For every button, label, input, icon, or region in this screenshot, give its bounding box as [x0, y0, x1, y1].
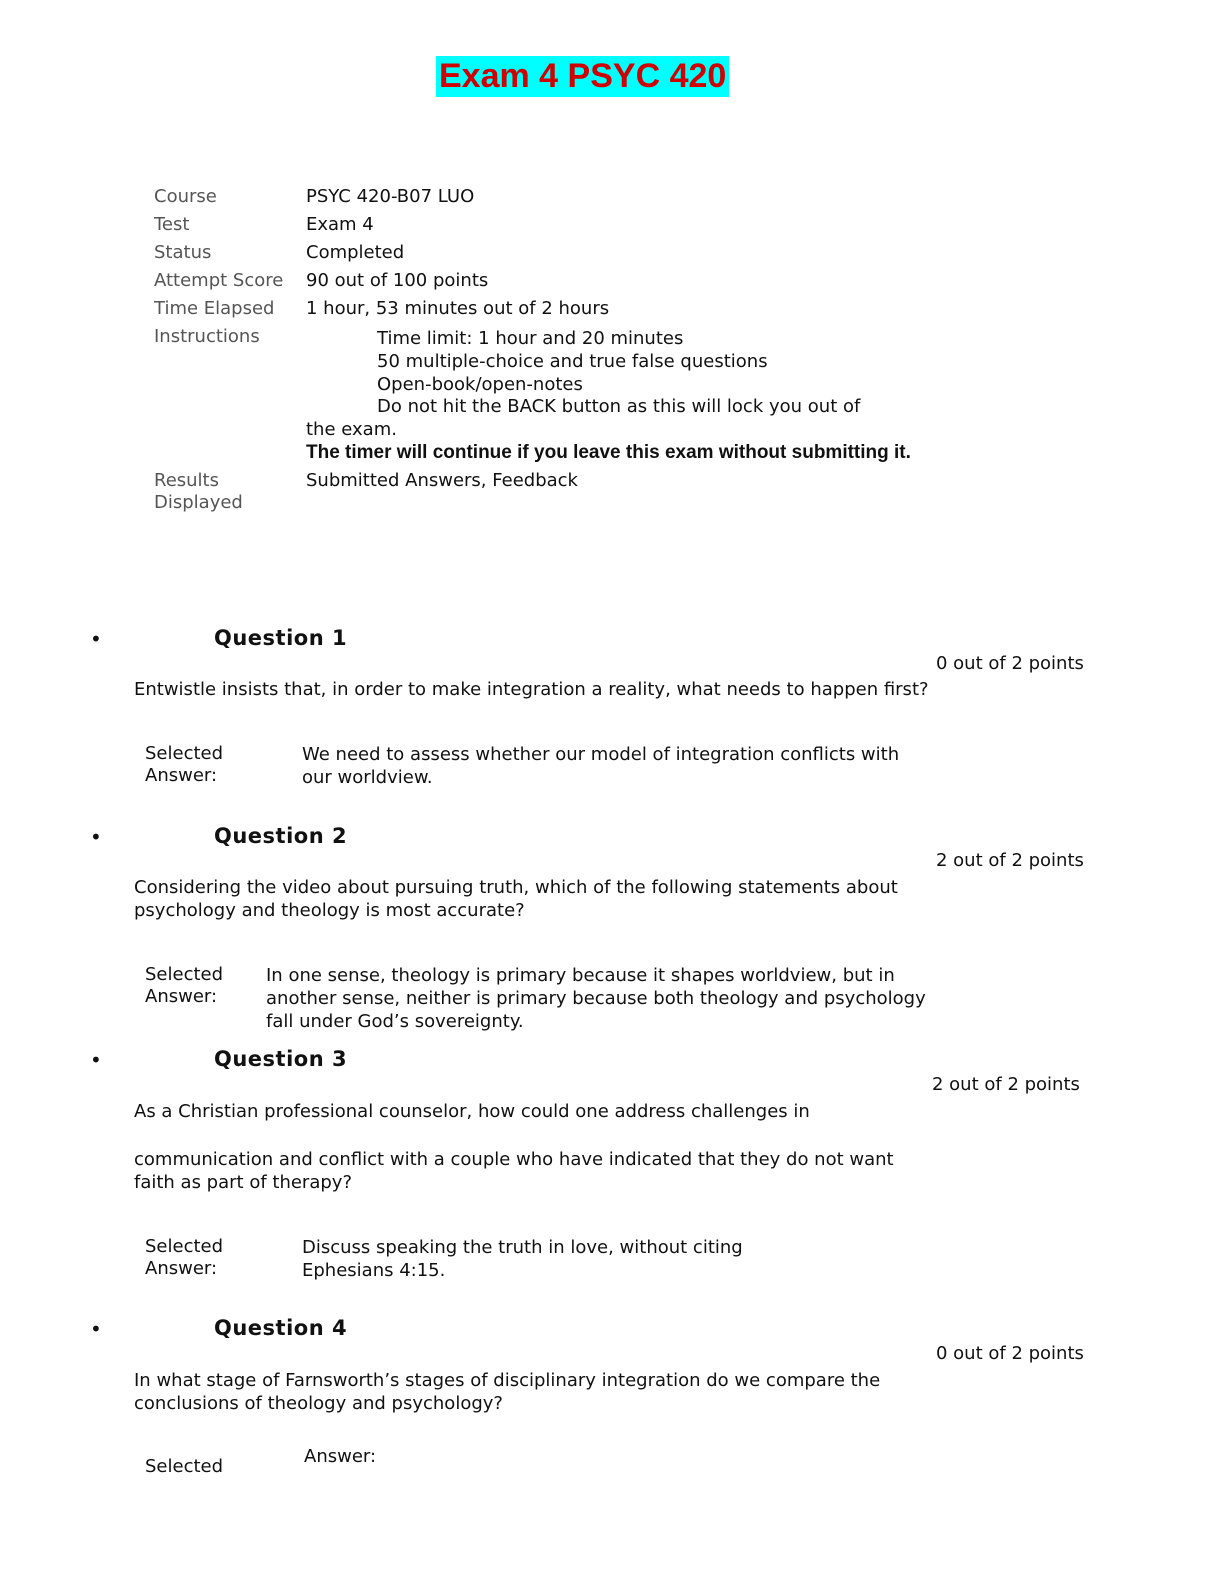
selected-answer: another sense, neither is primary because both theology and psychology — [266, 988, 926, 1009]
instruction-line: Open-book/open-notes — [377, 374, 583, 395]
selected-answer: Ephesians 4:15. — [302, 1260, 446, 1281]
question-points: 2 out of 2 points — [932, 1074, 1080, 1095]
question-points: 0 out of 2 points — [936, 653, 1084, 674]
status-label: Status — [154, 242, 212, 263]
course-value: PSYC 420-B07 LUO — [306, 186, 475, 207]
results-value: Submitted Answers, Feedback — [306, 470, 578, 491]
test-value: Exam 4 — [306, 214, 374, 235]
instruction-line: Do not hit the BACK button as this will lock you out of — [377, 396, 861, 417]
selected-label: Selected — [145, 964, 224, 985]
selected-answer: In one sense, theology is primary because it shapes worldview, but in — [266, 965, 895, 986]
selected-label: Selected — [145, 1236, 224, 1257]
selected-answer: our worldview. — [302, 767, 433, 788]
question-points: 0 out of 2 points — [936, 1343, 1084, 1364]
question-text: As a Christian professional counselor, how could one address challenges in — [134, 1101, 810, 1122]
selected-label: Selected — [145, 1456, 224, 1477]
question-title: Question 4 — [214, 1316, 348, 1340]
instruction-line: 50 multiple-choice and true false questions — [377, 351, 768, 372]
bullet: • — [90, 825, 102, 849]
instruction-line: Time limit: 1 hour and 20 minutes — [377, 328, 684, 349]
bullet: • — [90, 1048, 102, 1072]
results-label: Results — [154, 470, 219, 491]
status-value: Completed — [306, 242, 405, 263]
time-elapsed-label: Time Elapsed — [154, 298, 275, 319]
question-text: In what stage of Farnsworth’s stages of disciplinary integration do we compare the — [134, 1370, 881, 1391]
score-value: 90 out of 100 points — [306, 270, 489, 291]
selected-answer: Discuss speaking the truth in love, without citing — [302, 1237, 743, 1258]
answer-label: Answer: — [304, 1446, 377, 1467]
instructions-label: Instructions — [154, 326, 260, 347]
answer-label: Answer: — [145, 986, 218, 1007]
question-text: faith as part of therapy? — [134, 1172, 352, 1193]
question-text: conclusions of theology and psychology? — [134, 1393, 503, 1414]
answer-label: Answer: — [145, 1258, 218, 1279]
selected-label: Selected — [145, 743, 224, 764]
question-text: Considering the video about pursuing truth, which of the following statements about — [134, 877, 898, 898]
test-label: Test — [154, 214, 190, 235]
bullet: • — [90, 627, 102, 651]
score-label: Attempt Score — [154, 270, 284, 291]
question-text: Entwistle insists that, in order to make integration a reality, what needs to happen first? — [134, 679, 929, 700]
question-title: Question 3 — [214, 1047, 348, 1071]
question-text: psychology and theology is most accurate? — [134, 900, 525, 921]
answer-label: Answer: — [145, 765, 218, 786]
results-label: Displayed — [154, 492, 243, 513]
bullet: • — [90, 1317, 102, 1341]
question-title: Question 1 — [214, 626, 348, 650]
page-title: Exam 4 PSYC 420 — [436, 56, 729, 97]
selected-answer: fall under God’s sovereignty. — [266, 1011, 524, 1032]
question-title: Question 2 — [214, 824, 348, 848]
instruction-line: the exam. — [306, 419, 397, 440]
time-elapsed-value: 1 hour, 53 minutes out of 2 hours — [306, 298, 610, 319]
course-label: Course — [154, 186, 217, 207]
selected-answer: We need to assess whether our model of integration conflicts with — [302, 744, 900, 765]
question-text: communication and conflict with a couple who have indicated that they do not want — [134, 1149, 894, 1170]
question-points: 2 out of 2 points — [936, 850, 1084, 871]
instruction-warning: The timer will continue if you leave this exam without submitting it. — [306, 442, 911, 463]
